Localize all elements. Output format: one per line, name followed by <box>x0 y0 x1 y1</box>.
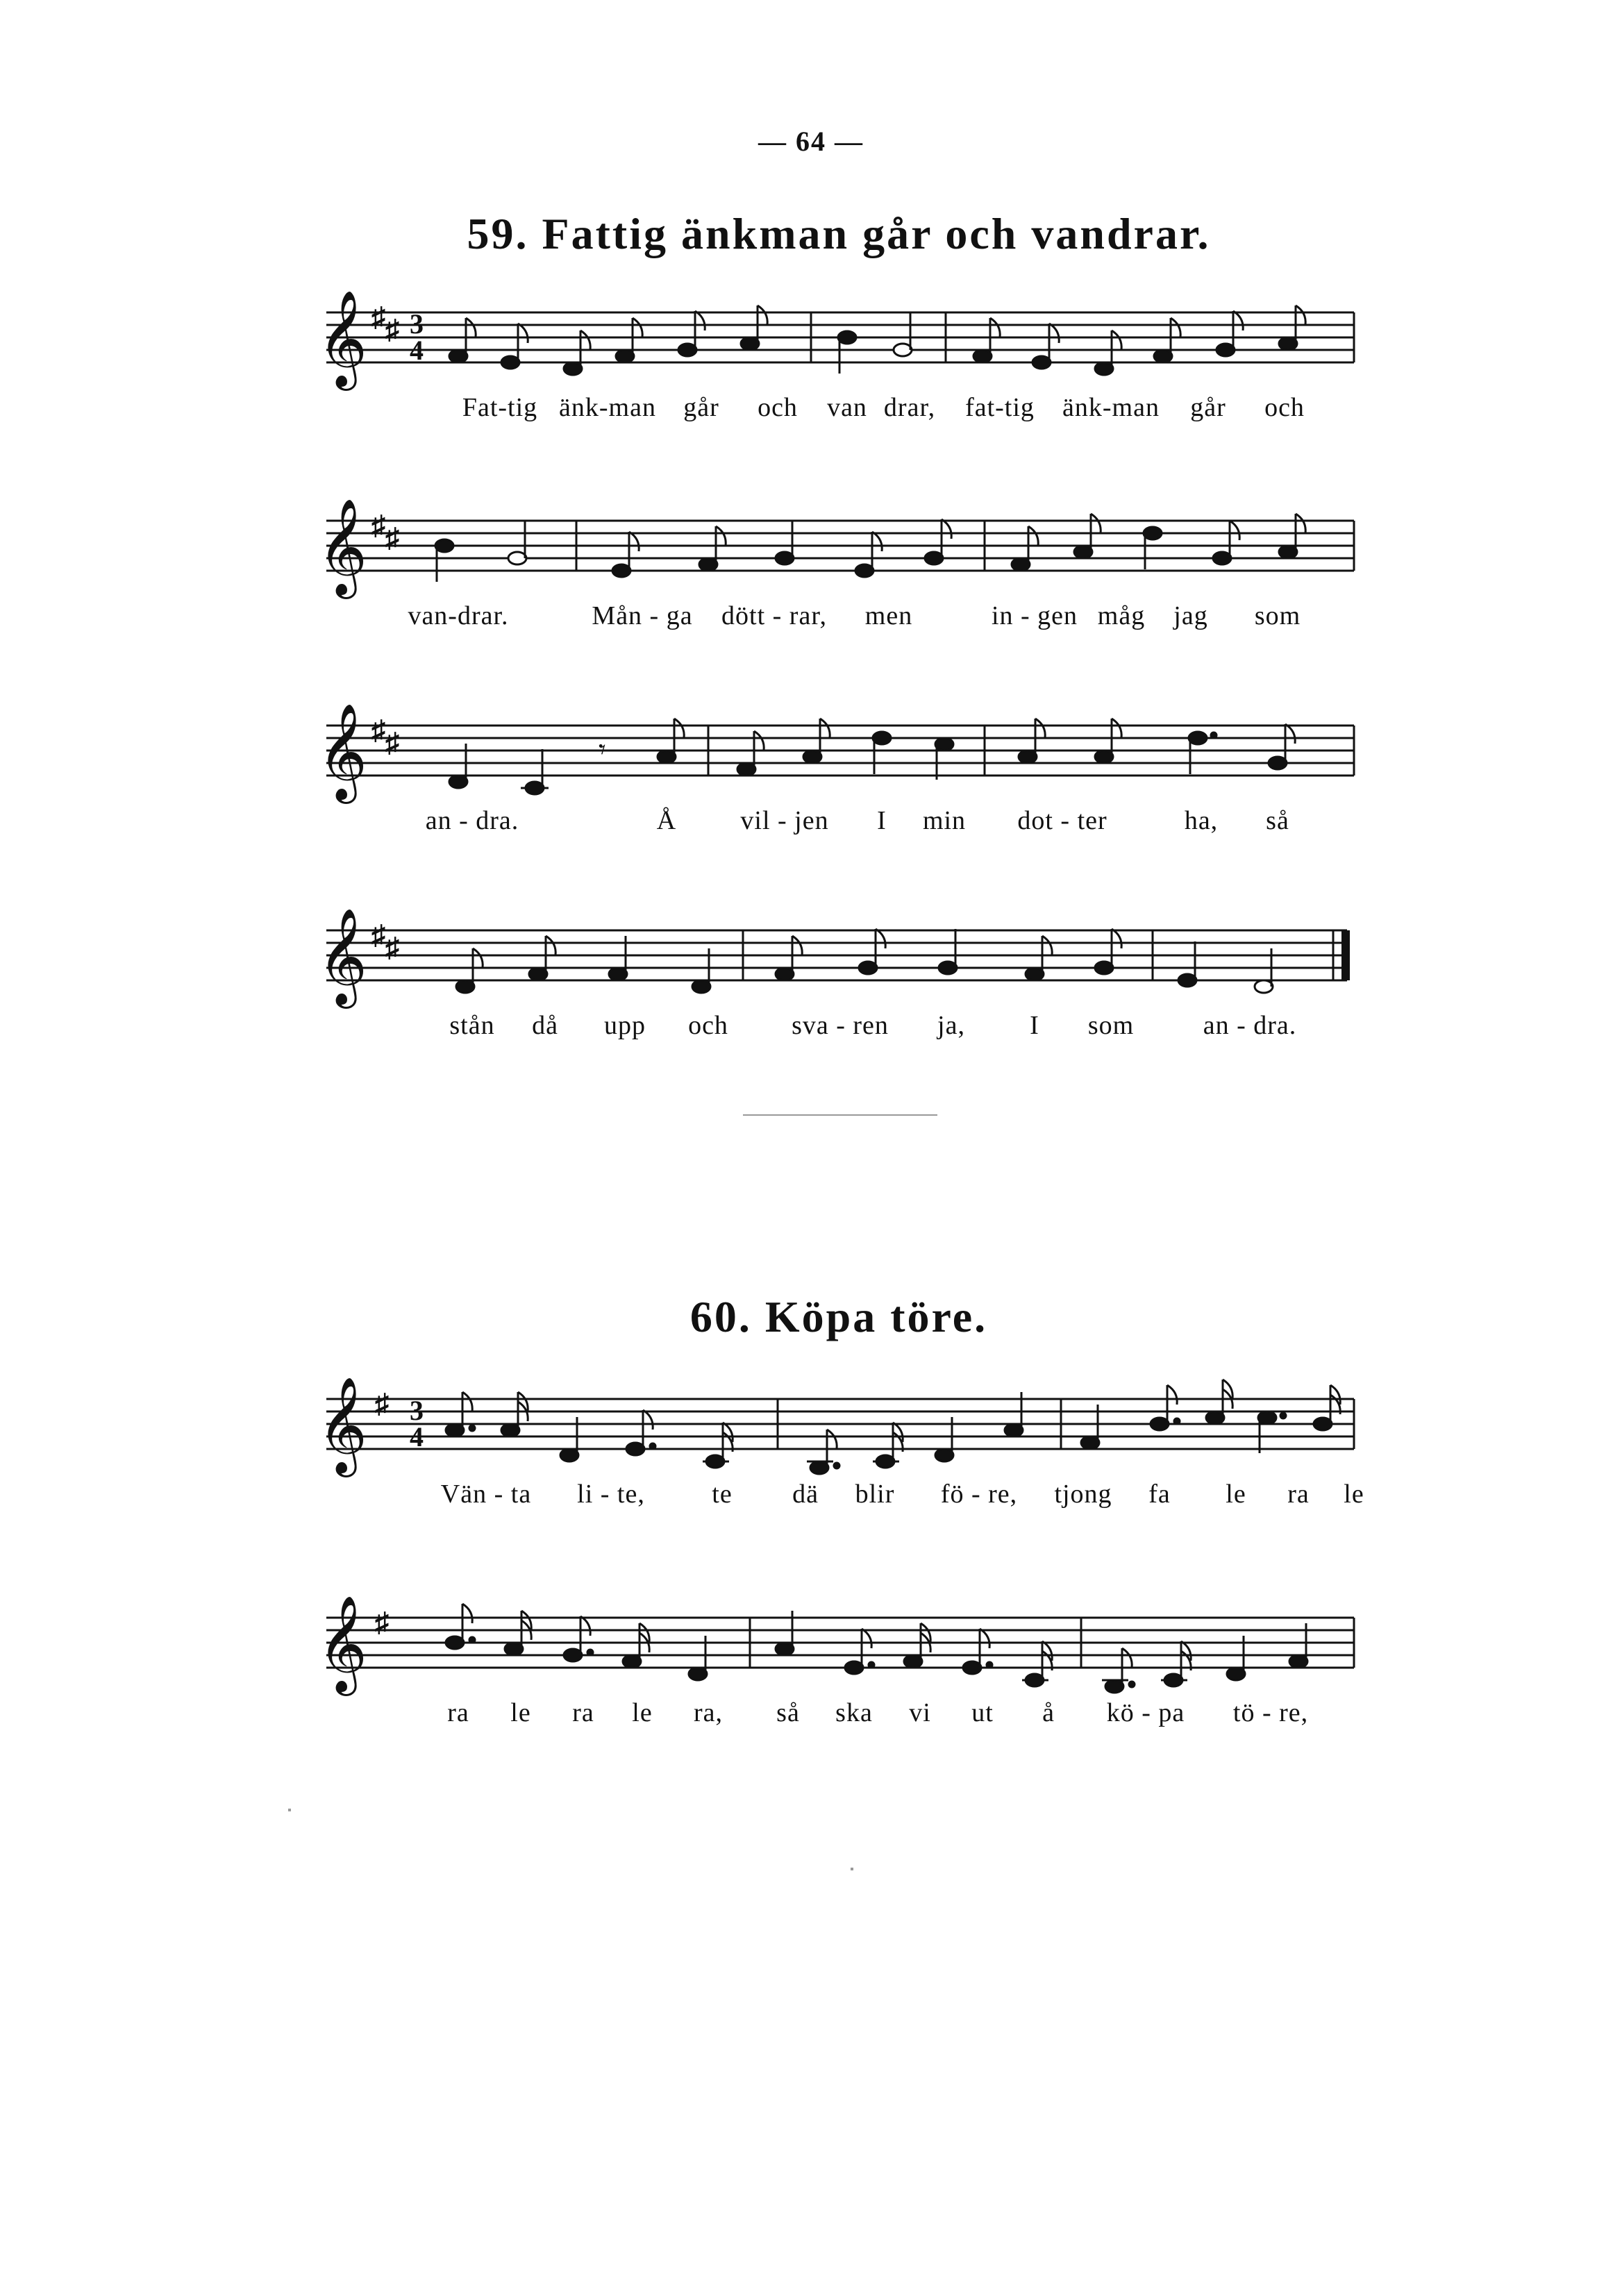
lyric-syllable: som <box>1087 1011 1135 1040</box>
lyric-syllable: le <box>1226 1480 1246 1509</box>
treble-clef-icon: 𝄞 <box>318 1377 367 1473</box>
treble-clef-icon: 𝄞 <box>318 703 367 800</box>
lyric-syllable: måg <box>1097 601 1146 630</box>
lyric-syllable: ra <box>1287 1480 1310 1509</box>
lyric-syllable: tjong <box>1054 1480 1112 1509</box>
lyric-syllable: ra <box>447 1698 469 1727</box>
lyric-syllable: dot - ter <box>1017 806 1107 835</box>
lyric-syllable: dött - rar, <box>721 601 827 630</box>
lyric-syllable: sva - ren <box>792 1011 889 1040</box>
music-staff <box>312 903 1368 1062</box>
lyric-syllable: blir <box>855 1480 895 1509</box>
svg-text:𝄾: 𝄾 <box>599 734 606 765</box>
print-speck <box>288 1809 291 1811</box>
music-staff <box>312 698 1368 857</box>
lyric-syllable: tö - re, <box>1232 1698 1309 1727</box>
svg-text:4: 4 <box>410 1421 424 1452</box>
svg-text:3: 3 <box>410 308 424 340</box>
treble-clef-icon: 𝄞 <box>318 1595 367 1692</box>
lyric-syllable: ja, <box>937 1011 965 1040</box>
svg-text:4: 4 <box>410 335 424 366</box>
lyric-syllable: å <box>1042 1698 1055 1727</box>
svg-text:♯: ♯ <box>375 1388 389 1419</box>
svg-text:♯: ♯ <box>371 510 385 541</box>
svg-text:♯: ♯ <box>385 932 399 963</box>
lyric-syllable: går <box>683 393 719 422</box>
lyric-syllable: men <box>864 601 913 630</box>
lyric-syllable: drar, <box>883 393 936 422</box>
lyric-syllable: vil - jen <box>740 806 829 835</box>
lyric-syllable: stån <box>449 1011 495 1040</box>
lyric-syllable: som <box>1254 601 1301 630</box>
lyric-syllable: li - te, <box>577 1480 645 1509</box>
lyric-syllable: fat-tig <box>965 393 1035 422</box>
lyric-syllable: I <box>877 806 887 835</box>
lyric-syllable: dä <box>792 1480 819 1509</box>
lyric-syllable: an - dra. <box>1203 1011 1297 1040</box>
lyric-syllable: änk-man <box>559 393 656 422</box>
treble-clef-icon: 𝄞 <box>318 290 367 387</box>
svg-text:♯: ♯ <box>385 314 399 345</box>
lyric-syllable: fö - re, <box>940 1480 1018 1509</box>
lyric-syllable: ha, <box>1184 806 1219 835</box>
svg-text:3: 3 <box>410 1395 424 1426</box>
lyric-syllable: Fat-tig <box>462 393 538 422</box>
svg-text:♯: ♯ <box>385 727 399 758</box>
print-speck <box>743 1114 937 1116</box>
lyric-syllable: Å <box>656 806 677 835</box>
lyric-syllable: och <box>758 393 798 422</box>
lyric-syllable: ut <box>971 1698 994 1727</box>
svg-text:♯: ♯ <box>375 1607 389 1638</box>
lyric-syllable: te <box>712 1480 733 1509</box>
lyric-syllable: Vän - ta <box>440 1480 532 1509</box>
lyric-syllable: Mån - ga <box>592 601 693 630</box>
svg-text:♯: ♯ <box>371 919 385 950</box>
lyric-syllable: vi <box>909 1698 931 1727</box>
svg-text:♯: ♯ <box>371 714 385 746</box>
lyric-syllable: fa <box>1148 1480 1171 1509</box>
lyric-syllable: jag <box>1173 601 1208 630</box>
music-staff <box>312 1590 1368 1750</box>
lyric-syllable: ra, <box>693 1698 724 1727</box>
lyric-syllable: och <box>688 1011 728 1040</box>
lyric-syllable: kö - pa <box>1106 1698 1185 1727</box>
lyric-syllable: van <box>827 393 867 422</box>
lyric-syllable: upp <box>604 1011 646 1040</box>
lyric-syllable: le <box>1344 1480 1364 1509</box>
lyric-syllable: ska <box>835 1698 873 1727</box>
lyric-syllable: le <box>510 1698 531 1727</box>
song-title: 60. Köpa töre. <box>689 1292 988 1341</box>
lyric-syllable: an - dra. <box>425 806 519 835</box>
lyric-syllable: min <box>922 806 967 835</box>
song-title: 59. Fattig änkman går och vandrar. <box>467 209 1211 258</box>
lyric-syllable: van-drar. <box>408 601 509 630</box>
music-staff <box>312 493 1368 653</box>
lyric-syllable: så <box>1266 806 1289 835</box>
music-staff <box>312 285 1368 444</box>
treble-clef-icon: 𝄞 <box>318 498 367 595</box>
lyric-syllable: och <box>1264 393 1305 422</box>
svg-text:♯: ♯ <box>371 301 385 333</box>
page-number: — 64 — <box>758 126 864 157</box>
svg-text:♯: ♯ <box>385 522 399 553</box>
lyric-syllable: ra <box>572 1698 594 1727</box>
lyric-syllable: så <box>776 1698 800 1727</box>
lyric-syllable: änk-man <box>1062 393 1160 422</box>
music-staff <box>312 1371 1368 1531</box>
lyric-syllable: I <box>1030 1011 1039 1040</box>
final-barline <box>1341 930 1350 980</box>
lyric-syllable: in - gen <box>991 601 1078 630</box>
treble-clef-icon: 𝄞 <box>318 908 367 1005</box>
lyric-syllable: går <box>1190 393 1226 422</box>
lyric-syllable: då <box>532 1011 558 1040</box>
lyric-syllable: le <box>632 1698 653 1727</box>
print-speck <box>851 1868 853 1870</box>
